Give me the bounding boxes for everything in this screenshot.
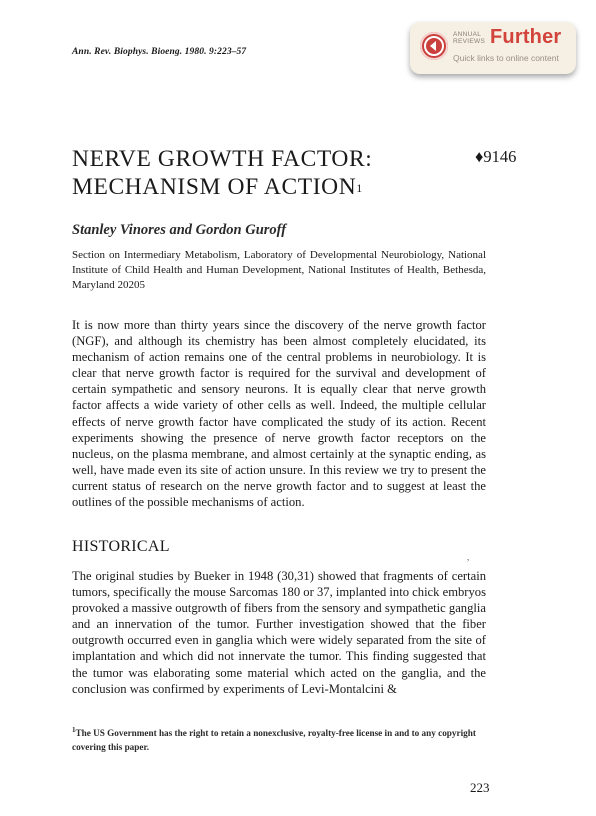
- affiliation: Section on Intermediary Metabolism, Laboratory of Developmental Neurobiology, National Institute of Child Health and Human Development, National Institutes of Health, Bethesda, Maryland 20205: [72, 249, 486, 291]
- title-footnote-mark[interactable]: 1: [356, 181, 363, 195]
- section-heading-historical: HISTORICAL: [72, 538, 170, 555]
- authors: Stanley Vinores and Gordon Guroff: [72, 222, 287, 238]
- badge-title: Further: [490, 26, 562, 48]
- footnote: [72, 724, 488, 754]
- stray-mark: ,: [467, 552, 470, 562]
- historical-paragraph: The original studies by Bueker in 1948 (30,31) showed that fragments of certain tumors, specifically the mouse Sarcomas 180 or 37, implanted into chick embryos provoked a massive outgrowth of fibers from the sensory and sympathetic ganglia and an innervation of the tumor. Further investigation showed that the fiber outgrowth occurred even in ganglia which were widely separated from the site of implantation and which did not innervate the tumor. This finding suggested that the tumor was elaborating some material which acted on the ganglia, and the conclusion was confirmed by experiments of Levi-Montalcini &: [72, 569, 486, 696]
- intro-paragraph: It is now more than thirty years since the discovery of the nerve growth factor (NGF), and although its chemistry has been almost completely elucidated, its mechanism of action remains one of the central problems in neurobiology. It is clear that nerve growth factor is required for the survival and development of certain sympathetic and sensory neurons. It is equally clear that nerve growth factor affects a wide variety of other cells as well. Indeed, the multiple cellular effects of nerve growth factor have complicated the study of its action. Recent experiments showing the presence of nerve growth factor receptors on the nucleus, on the plasma membrane, and almost certainly at the synaptic ending, as well, have made even its site of action unsure. In this review we try to present the current status of research on the nerve growth factor and to suggest at least the outlines of the possible mechanisms of action.: [72, 318, 486, 510]
- badge-subtitle-link[interactable]: Quick links to online content: [453, 53, 559, 63]
- page-number: 223: [470, 780, 490, 795]
- article-code: ♦9146: [475, 147, 517, 166]
- footnote-mark: 1: [72, 726, 76, 734]
- badge-publisher-label: ANNUAL REVIEWS: [453, 31, 486, 45]
- further-badge[interactable]: [410, 22, 576, 74]
- annual-reviews-logo-icon: [420, 32, 448, 60]
- article-title: [72, 145, 372, 201]
- journal-citation: Ann. Rev. Biophys. Bioeng. 1980. 9:223–57: [72, 47, 247, 57]
- footnote-text: The US Government has the right to retain a nonexclusive, royalty-free license in and to any copyright covering this paper.: [72, 728, 476, 752]
- title-line-2: MECHANISM OF ACTION$^1$: [72, 174, 363, 200]
- title-line-1: NERVE GROWTH FACTOR:: [72, 146, 373, 172]
